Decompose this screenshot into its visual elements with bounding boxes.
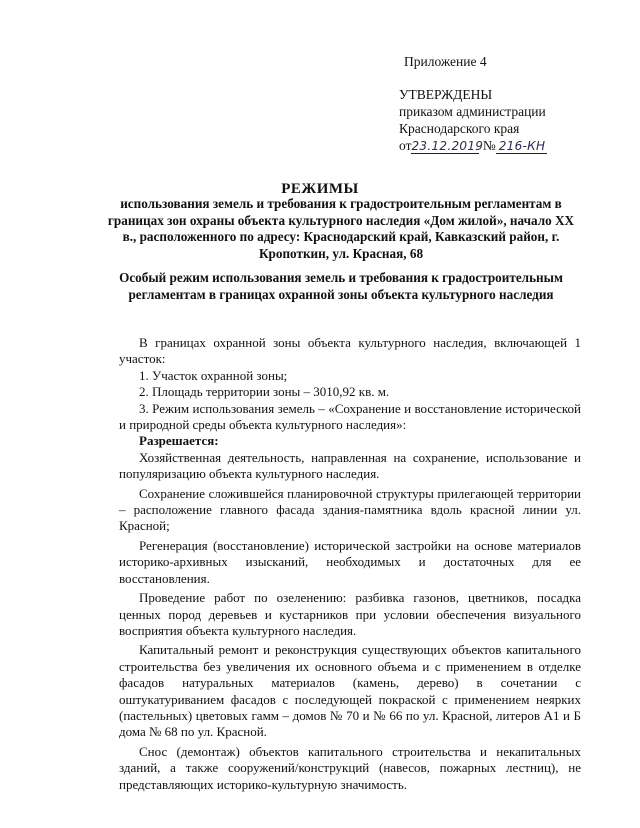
approval-block (399, 86, 547, 154)
paragraph-2: Сохранение сложившейся планировочной структуры прилегающей территории – расположение главного фасада здания-памятника вдоль красной линии ул. Красной; (119, 485, 581, 534)
document-body (119, 335, 581, 793)
allowed-heading: Разрешается: (139, 433, 219, 449)
list-item-2: 2. Площадь территории зоны – 3010,92 кв. м. (139, 384, 390, 400)
list-item-3: 3. Режим использования земель – «Сохранение и восстановление исторической и природной среды объекта культурного наследия»: (119, 400, 581, 433)
paragraph-6: Снос (демонтаж) объектов капитального строительства и некапитальных зданий, а также сооружений/конструкций (навесов, пожарных лестниц), не представляющих историко-культурную значимость. (119, 743, 581, 792)
document-title: РЕЖИМЫ (281, 181, 359, 197)
section-title: Особый режим использования земель и требования к градостроительным регламентам в границах охранной зоны объекта культурного наследия (119, 270, 563, 302)
document-subtitle: использования земель и требования к градостроительным регламентам в границах зон охраны объекта культурного наследия «Дом жилой», начало XX в., расположенного по адресу: Краснодарский край, Кавказский район, г. Кропоткин, ул. Красная, 68 (107, 196, 575, 261)
paragraph-4: Проведение работ по озеленению: разбивка газонов, цветников, посадка ценных пород деревьев и кустарников при условии обеспечения визуального восприятия объекта культурного наследия. (119, 590, 581, 638)
from-prefix: от (399, 138, 412, 153)
list-item-1: 1. Участок охранной зоны; (139, 367, 288, 383)
number-prefix: № (482, 138, 496, 153)
intro-paragraph: В границах охранной зоны объекта культурного наследия, включающей 1 участок: (119, 335, 581, 367)
handwritten-number: 216-КН (496, 139, 547, 154)
order-date-number-line (399, 137, 547, 154)
handwritten-date: 23.12.2019 (411, 139, 484, 153)
paragraph-1: Хозяйственная деятельность, направленная на сохранение, использование и популяризацию объекта культурного наследия. (119, 449, 581, 482)
approved-label: УТВЕРЖДЕНЫ (399, 87, 493, 102)
appendix-label: Приложение 4 (404, 54, 487, 69)
paragraph-5: Капитальный ремонт и реконструкция существующих объектов капитального строительства без увеличения их основного объема и с применением в отделке фасадов натуральных материалов (камень, дерево) в сочетании с оштукатуриванием фасадов с последующей покраской с применением неярких (пастельных) цветовых гамм – домов № 70 и № 66 по ул. Красной, литеров А1 и Б дома № 68 по ул. Красной. (119, 642, 581, 740)
region-label: Краснодарского края (399, 121, 520, 136)
by-order-label: приказом администрации (399, 104, 546, 119)
paragraph-3: Регенерация (восстановление) исторической застройки на основе материалов историко-архивных изысканий, необходимых и достаточных для ее восстановления. (119, 537, 581, 586)
